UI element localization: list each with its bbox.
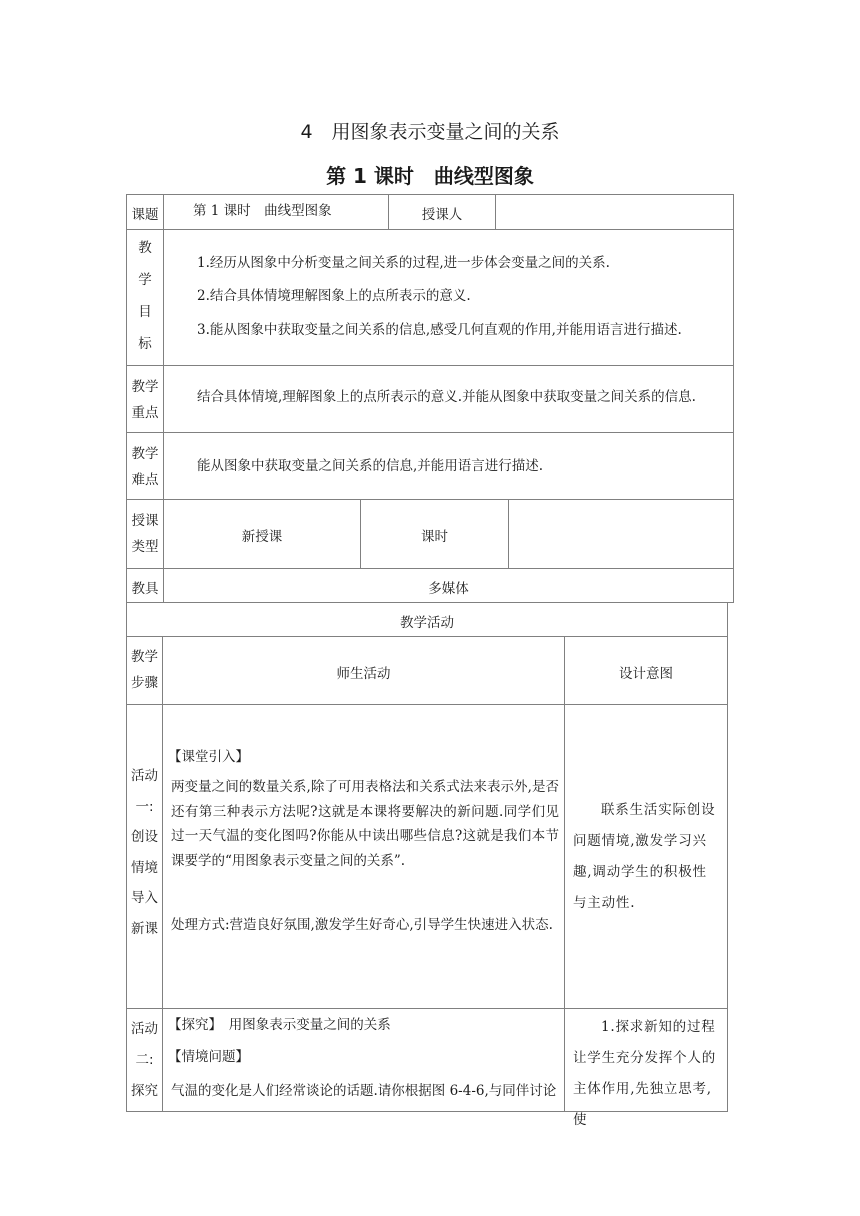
goal-item-2: 2.结合具体情境理解图象上的点所表示的意义. xyxy=(197,288,471,304)
activity1-label: 活动 一: 创设 情境 导入 新课 xyxy=(131,768,158,937)
lesson-subtitle: 第 1 课时 曲线型图象 xyxy=(326,164,534,188)
goal-item-1: 1.经历从图象中分析变量之间关系的过程,进一步体会变量之间的关系. xyxy=(197,255,610,271)
teacher-label: 授课人 xyxy=(421,207,463,223)
type-label: 授课 类型 xyxy=(131,513,159,555)
key-point-text: 结合具体情境,理解图象上的点所表示的意义.并能从图象中获取变量之间关系的信息. xyxy=(197,389,696,405)
activity1-body: 两变量之间的数量关系,除了可用表格法和关系式法来表示外,是否还有第三种表示方法呢?这就是本课将要解决的新问题.同学们见过一天气温的变化图吗?你能从中读出哪些信息?这就是我们本节课要学的“用图象表示变量之间的关系”. xyxy=(171,779,559,869)
activity2-line3: 气温的变化是人们经常谈论的话题.请你根据图 6-4-6,与同伴讨论 xyxy=(171,1083,557,1099)
type-value: 新授课 xyxy=(241,529,283,545)
intent-column-header: 设计意图 xyxy=(619,666,673,682)
goals-label: 教 学 目 标 xyxy=(138,240,152,352)
activity2-line2: 【情境问题】 xyxy=(168,1049,249,1065)
topic-value: 第 1 课时 曲线型图象 xyxy=(193,203,332,219)
table1-hours-value-cell xyxy=(508,499,734,569)
activities-header: 教学活动 xyxy=(400,615,454,631)
activity1-intent: 联系生活实际创设问题情境,激发学习兴趣,调动学生的积极性与主动性. xyxy=(573,802,716,911)
tools-label: 教具 xyxy=(131,581,159,597)
goal-item-3: 3.能从图象中获取变量之间关系的信息,感受几何直观的作用,并能用语言进行描述. xyxy=(197,322,682,338)
activity-column-header: 师生活动 xyxy=(336,666,391,682)
activity1-method: 处理方式:营造良好氛围,激发学生好奇心,引导学生快速进入状态. xyxy=(171,917,553,933)
hours-label: 课时 xyxy=(421,529,448,545)
topic-label: 课题 xyxy=(131,207,159,223)
difficulty-text: 能从图象中获取变量之间关系的信息,并能用语言进行描述. xyxy=(197,458,544,474)
activity2-label: 活动 二: 探究 xyxy=(131,1021,158,1099)
activity2-intent: 1.探求新知的过程让学生充分发挥个人的主体作用,先独立思考,使 xyxy=(573,1019,716,1128)
document-title: 4 用图象表示变量之间的关系 xyxy=(300,121,560,143)
table1-teacher-value-cell xyxy=(495,194,734,230)
tools-value: 多媒体 xyxy=(428,581,469,597)
difficulty-label: 教学 难点 xyxy=(131,446,159,488)
key-point-label: 教学 重点 xyxy=(131,379,159,421)
activity1-heading: 【课堂引入】 xyxy=(168,749,249,765)
activity2-line1: 【探究】 用图象表示变量之间的关系 xyxy=(168,1017,391,1033)
step-label: 教学 步骤 xyxy=(131,649,158,691)
